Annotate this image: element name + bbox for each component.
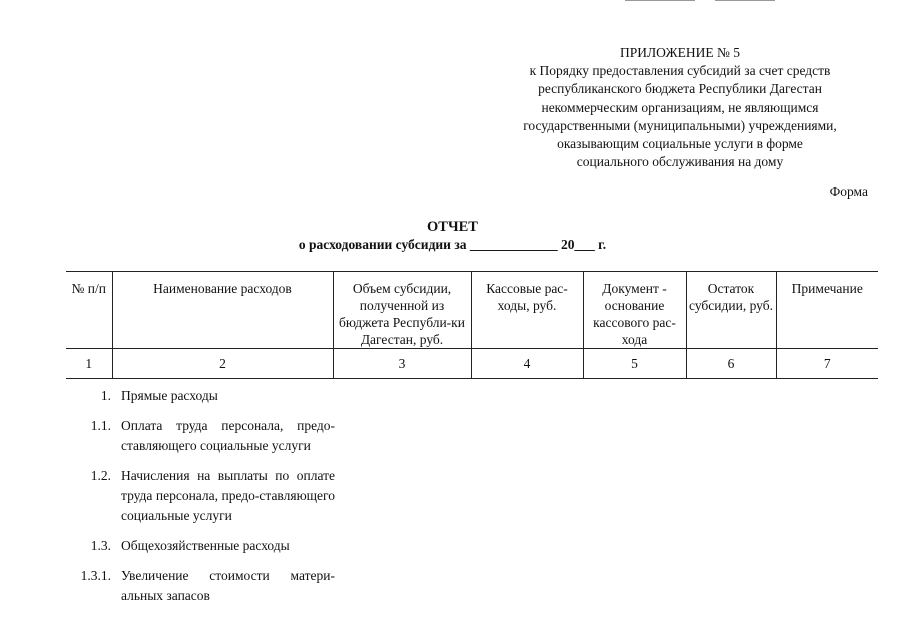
header-note: Примечание [776,272,878,349]
report-subtitle: о расходовании субсидии за _____________ 20___ г. [298,237,607,252]
item-number: 1.3. [90,538,111,553]
appendix-title: ПРИЛОЖЕНИЕ № 5 [619,45,741,60]
item-text: Прямые расходы [121,388,218,403]
list-item [66,536,336,556]
item-text: Увеличение стоимости матери-альных запасов [121,568,335,603]
appendix-line: республиканского бюджета Республики Дагестан [538,81,822,97]
appendix-line: некоммерческим организациям, не являющимся [541,99,819,115]
column-number: 4 [471,349,583,379]
column-number: 7 [776,349,878,379]
form-label: Форма [829,184,868,199]
item-text: Общехозяйственные расходы [121,538,290,553]
column-number: 3 [333,349,471,379]
column-number: 2 [112,349,333,379]
list-item [66,386,336,406]
appendix-line: оказывающим социальные услуги в форме [557,136,803,152]
expense-items-list [66,386,336,616]
header-row-number: № п/п [66,272,112,349]
header-subsidy-remainder: Остаток субсидии, руб. [686,272,776,349]
list-item [66,416,336,456]
item-number: 1.2. [90,468,111,483]
item-text: Оплата труда персонала, предо-ставляющего социальные услуги [121,418,335,453]
column-number: 6 [686,349,776,379]
header-cash-expenses: Кассовые рас-ходы, руб. [471,272,583,349]
header-basis-document: Документ - основание кассового рас-хода [583,272,686,349]
appendix-header [480,44,880,171]
scan-artifact-line [715,0,775,1]
list-item [66,566,336,606]
appendix-line: социального обслуживания на дому [576,154,784,170]
column-number: 1 [66,349,112,379]
report-title: ОТЧЕТ [427,219,478,235]
item-number: 1. [100,388,111,403]
table-header-row [66,272,878,349]
item-number: 1.1. [90,418,111,433]
table-column-numbers-row [66,349,878,379]
item-number: 1.3.1. [80,568,111,583]
header-subsidy-volume: Объем субсидии, полученной из бюджета Республи-ки Дагестан, руб. [333,272,471,349]
item-text: Начисления на выплаты по оплате труда персонала, предо-ставляющего социальные услуги [121,468,335,523]
scan-artifact-line [625,0,695,1]
header-expense-name: Наименование расходов [112,272,333,349]
column-number: 5 [583,349,686,379]
appendix-line: государственными (муниципальными) учреждениями, [523,117,837,133]
report-table [66,271,878,379]
appendix-line: к Порядку предоставления субсидий за счет средств [529,63,831,79]
list-item [66,466,336,526]
